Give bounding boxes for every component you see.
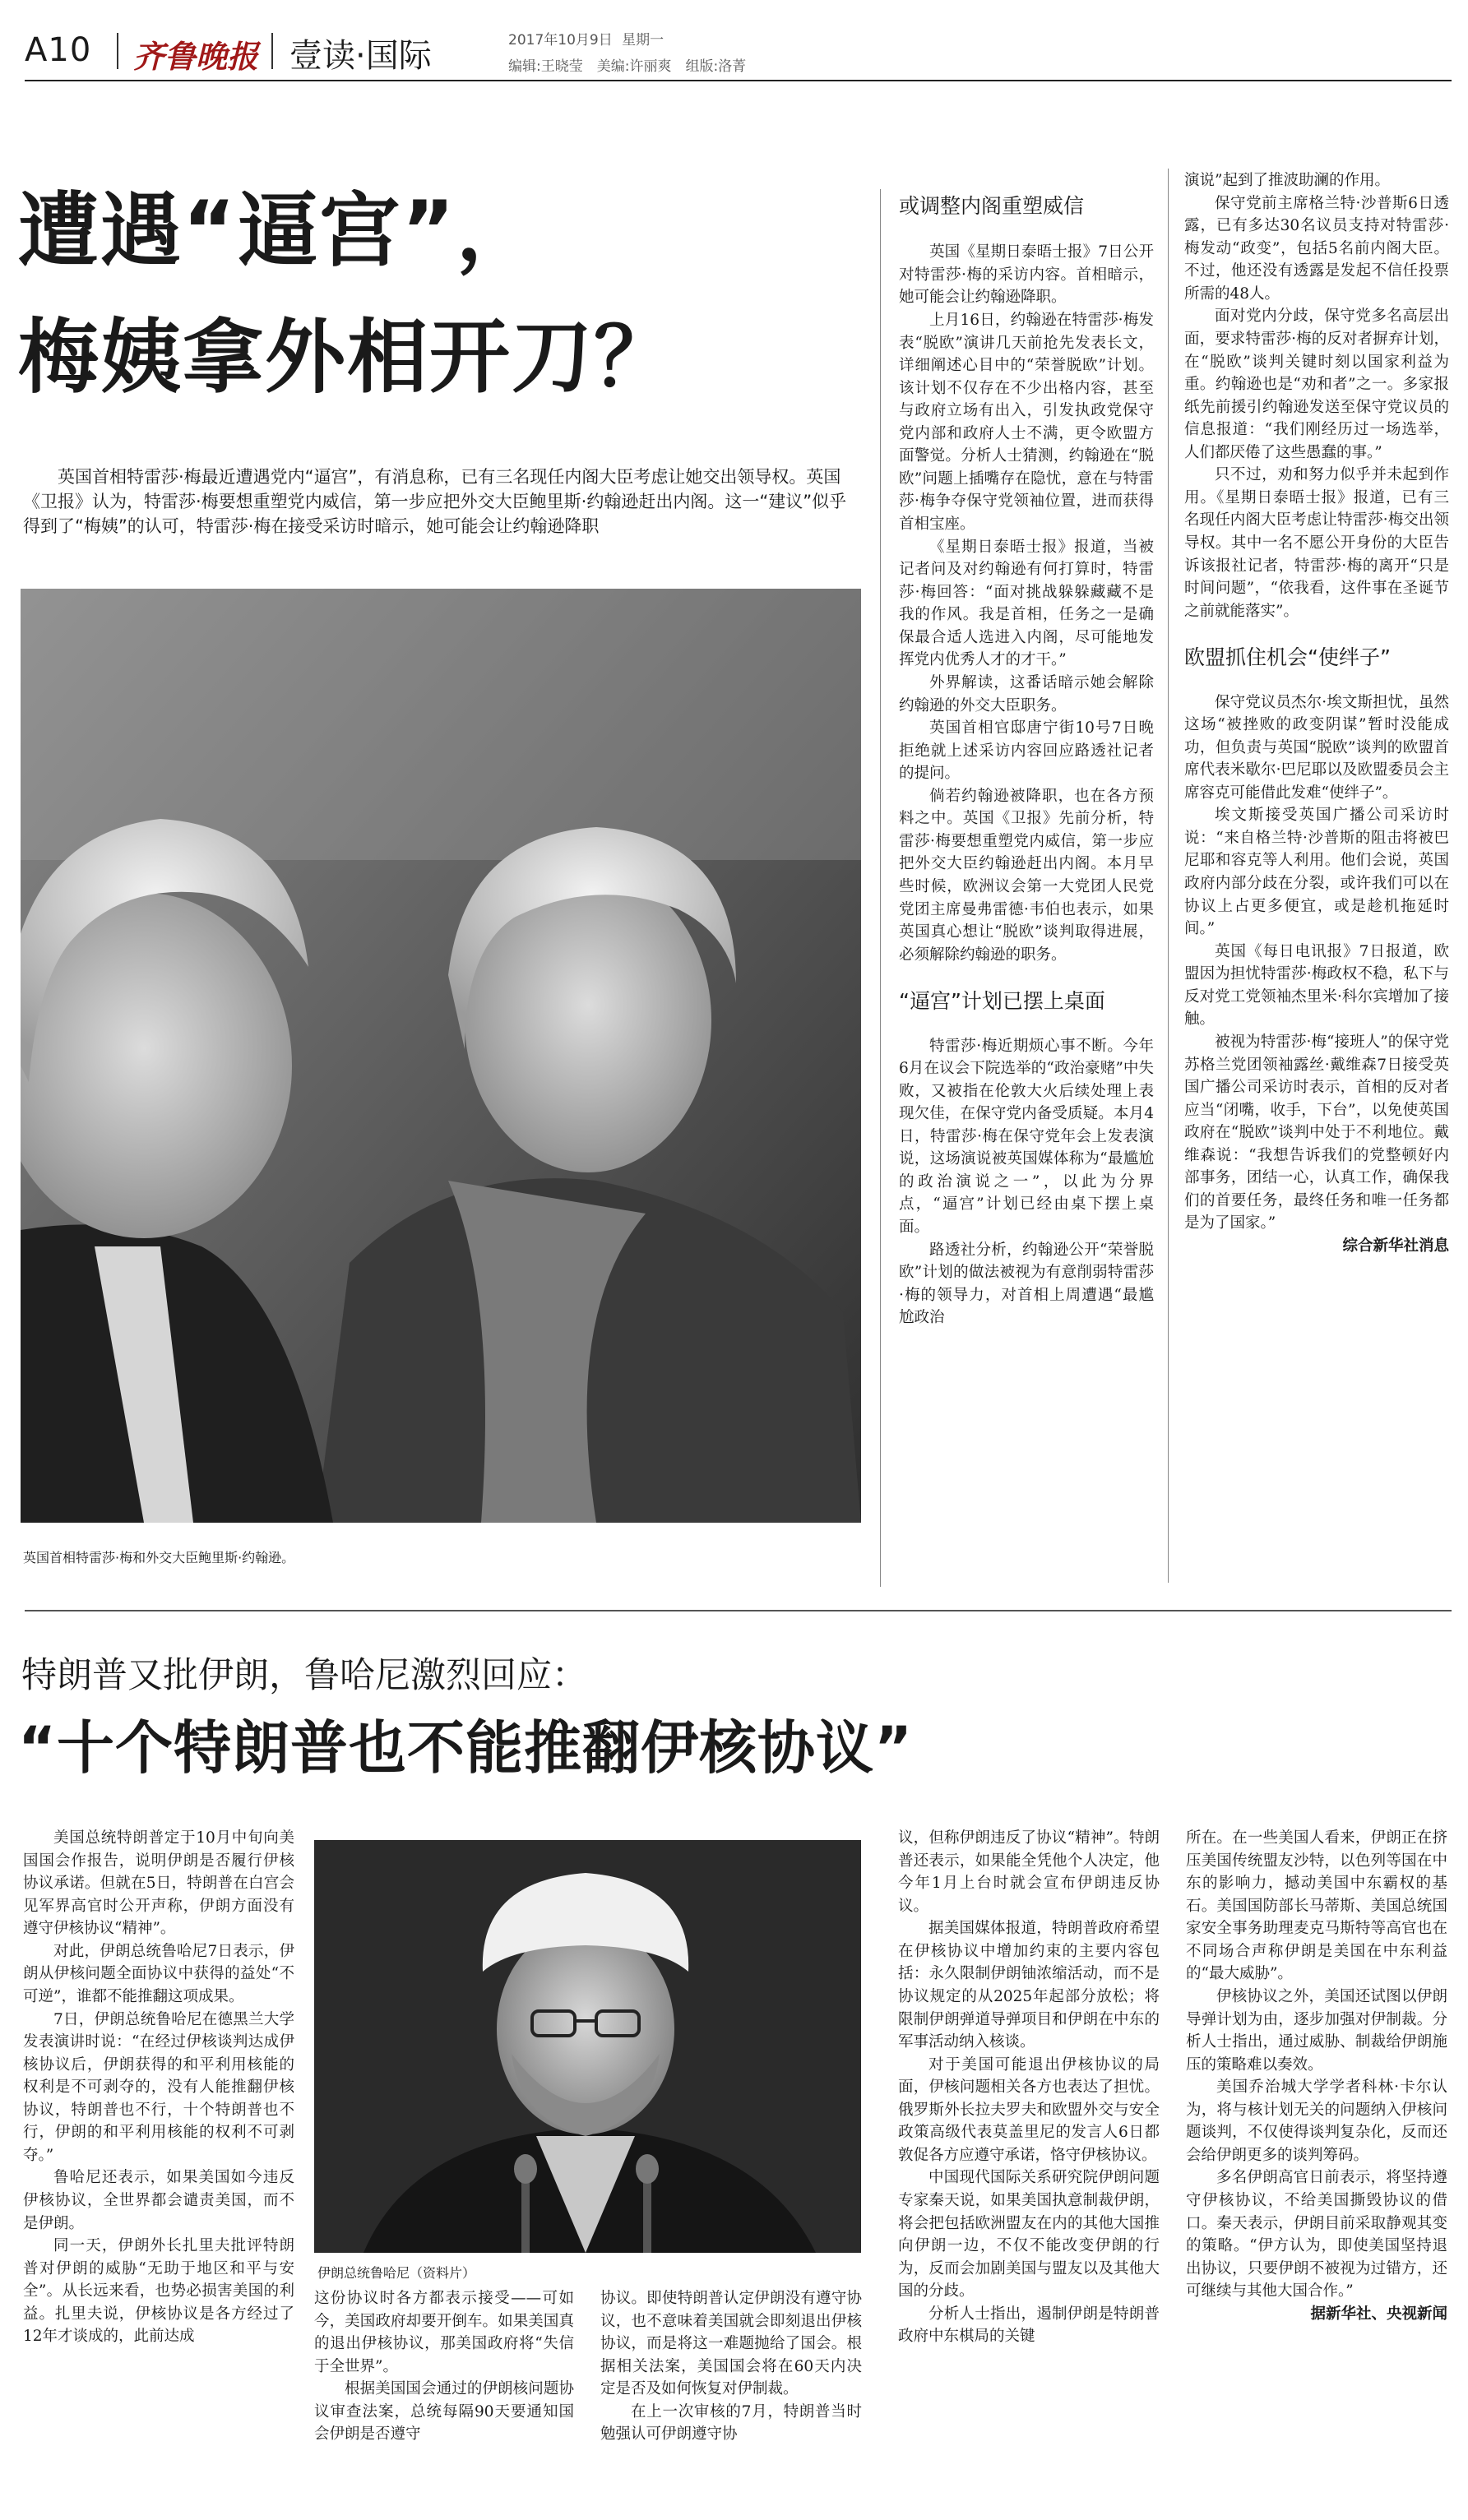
- header-divider: [271, 33, 273, 69]
- subheading: 欧盟抓住机会“使绊子”: [1184, 645, 1391, 670]
- body-paragraph: 英国《星期日泰晤士报》7日公开对特雷莎·梅的采访内容。首相暗示，她可能会让约翰逊降职。: [899, 243, 1154, 307]
- newspaper-logo: 齐鲁晚报: [133, 38, 259, 75]
- editor-credits: 编辑:王晓莹 美编:许丽爽 组版:洛菁: [508, 58, 747, 75]
- body-paragraph: 上月16日，约翰逊在特雷莎·梅发表“脱欧”演讲几天前抢先发表长文，详细阐述心目中的“荣誉脱欧”计划。该计划不仅存在不少出格内容，甚至与政府立场有出入，引发执政党保守党内部和政府人士不满，更令欧盟方面警觉。分析人士猜测，约翰逊在“脱欧”问题上插嘴存在隐忧，意在与特雷莎·梅争夺保守党领袖位置，进而获得首相宝座。: [899, 311, 1154, 533]
- body-paragraph: 鲁哈尼还表示，如果美国如今违反伊核协议，全世界都会谴责美国，而不是伊朗。: [23, 2169, 294, 2232]
- subheading: “逼宫”计划已摆上桌面: [899, 989, 1105, 1014]
- column-rule: [880, 189, 881, 1587]
- body-paragraph: 7日，伊朗总统鲁哈尼在德黑兰大学发表演讲时说：“在经过伊核谈判达成伊核协议后，伊朗获得的和平利用核能的权利是不可剥夺的，没有人能推翻伊核协议，特朗普也不行，十个特朗普也不行，伊朗的和平利用核能的权利不可剥夺。”: [23, 2010, 294, 2164]
- news-photo-may-johnson: [21, 589, 861, 1523]
- body-paragraph: 倘若约翰逊被降职，也在各方预料之中。英国《卫报》先前分析，特雷莎·梅要想重塑党内威信，第一步应把外交大臣约翰逊赶出内阁。本月早些时候，欧洲议会第一大党团人民党党团主席曼弗雷德·韦伯也表示，如果英国真心想让“脱欧”谈判取得进展，必须解除约翰逊的职务。: [899, 787, 1154, 964]
- article-column-3: [1184, 169, 1449, 1258]
- body-paragraph: 据美国媒体报道，特朗普政府希望在伊核协议中增加约束的主要内容包括：永久限制伊朗铀浓缩活动，而不是协议规定的从2025年起部分放松；将限制伊朗弹道导弹项目和伊朗在中东的军事活动纳入核谈。: [898, 1920, 1160, 2051]
- column-rule: [1168, 169, 1169, 1583]
- body-paragraph: 多名伊朗高官日前表示，将坚持遵守伊核协议，不给美国撕毁协议的借口。秦天表示，伊朗目前采取静观其变的策略。“伊方认为，即使美国坚持退出协议，只要伊朗不被视为过错方，还可继续与其他大国合作。”: [1186, 2169, 1447, 2300]
- photo-caption: 伊朗总统鲁哈尼（资料片）: [317, 2265, 476, 2281]
- body-paragraph: 英国首相官邸唐宁街10号7日晚拒绝就上述采访内容回应路透社记者的提问。: [899, 719, 1154, 783]
- body-paragraph: 保守党前主席格兰特·沙普斯6日透露，已有多达30名议员支持对特雷莎·梅发动“政变”，包括5名前内阁大臣。不过，他还没有透露是发起不信任投票所需的48人。: [1184, 194, 1449, 303]
- article-column-1: [23, 1827, 294, 2348]
- body-paragraph: 协议。即使特朗普认定伊朗没有遵守协议，也不意味着美国就会即刻退出伊核协议，而是将这一难题抛给了国会。根据相关法案，美国国会将在60天内决定是否及如何恢复对伊制裁。: [600, 2290, 862, 2398]
- body-paragraph: 中国现代国际关系研究院伊朗问题专家秦天说，如果美国执意制裁伊朗，将会把包括欧洲盟友在内的其他大国推向伊朗一边，不仅不能改变伊朗的行为，反而会加剧美国与盟友以及其他大国的分歧。: [898, 2169, 1160, 2300]
- body-paragraph: 保守党议员杰尔·埃文斯担忧，虽然这场“被挫败的政变阴谋”暂时没能成功，但负责与英国“脱欧”谈判的欧盟首席代表米歇尔·巴尼耶以及欧盟委员会主席容克可能借此发难“使绊子”。: [1184, 693, 1449, 802]
- photo-caption: 英国首相特雷莎·梅和外交大臣鲍里斯·约翰逊。: [23, 1550, 295, 1565]
- story-divider: [25, 1610, 1452, 1611]
- headline-2: “十个特朗普也不能推翻伊核协议”: [18, 1714, 914, 1782]
- body-paragraph: 在上一次审核的7月，特朗普当时勉强认可伊朗遵守协: [600, 2402, 862, 2444]
- kicker-headline: 特朗普又批伊朗，鲁哈尼激烈回应：: [21, 1655, 587, 1696]
- header-divider: [117, 33, 118, 69]
- body-paragraph: 对于美国可能退出伊核协议的局面，伊核问题相关各方也表达了担忧。俄罗斯外长拉夫罗夫和欧盟外交与安全政策高级代表莫盖里尼的发言人6日都敦促各方应遵守承诺，恪守伊核协议。: [898, 2055, 1160, 2164]
- body-paragraph: 议，但称伊朗违反了协议“精神”。特朗普还表示，如果能全凭他个人决定，他今年1月上台时就会宣布伊朗违反协议。: [898, 1829, 1160, 1915]
- article-column-2: [899, 191, 1154, 1329]
- body-paragraph: 美国总统特朗普定于10月中旬向美国国会作报告，说明伊朗是否履行伊核协议承诺。但就在5日，特朗普在白宫会见军界高官时公开声称，伊朗方面没有遵守伊核协议“精神”。: [23, 1829, 294, 1938]
- page-number: A10: [25, 31, 92, 69]
- issue-weekday: 星期一: [622, 32, 665, 49]
- source-line: [1186, 2303, 1447, 2326]
- body-paragraph: 英国《每日电讯报》7日报道，欧盟因为担忧特雷莎·梅政权不稳，私下与反对党工党领袖杰里米·科尔宾增加了接触。: [1184, 942, 1449, 1029]
- article-column-2-bottom: [314, 2287, 574, 2446]
- body-paragraph: 埃文斯接受英国广播公司采访时说：“来自格兰特·沙普斯的阻击将被巴尼耶和容克等人利用。他们会说，英国政府内部分歧在分裂，或许我们可以在协议上占更多便宜，或是趁机拖延时间。”: [1184, 807, 1449, 938]
- body-paragraph: 美国乔治城大学学者科林·卡尔认为，将与核计划无关的问题纳入伊核问题谈判，不仅使得谈判复杂化，反而还会给伊朗更多的谈判筹码。: [1186, 2078, 1447, 2164]
- section-title: 壹读·国际: [289, 37, 432, 75]
- issue-date-line: [508, 28, 664, 49]
- article-column-4: [1186, 1827, 1447, 2325]
- body-paragraph: 被视为特雷莎·梅“接班人”的保守党苏格兰党团领袖露丝·戴维森7日接受英国广播公司采访时表示，首相的反对者应当“闭嘴，收手，下台”，以免使英国政府在“脱欧”谈判中处于不利地位。戴维森说：“我想告诉我们的党整顿好内部事务，团结一心，认真工作，确保我们的首要任务，最终任务和唯一任务都是为了国家。”: [1184, 1033, 1449, 1232]
- body-paragraph: 对此，伊朗总统鲁哈尼7日表示，伊朗从伊核问题全面协议中获得的益处“不可逆”，谁都不能推翻这项成果。: [23, 1942, 294, 2005]
- body-paragraph: 外界解读，这番话暗示她会解除约翰逊的外交大臣职务。: [899, 673, 1154, 714]
- headline-line-1: 遭遇“逼宫”，: [18, 184, 539, 278]
- body-paragraph: 所在。在一些美国人看来，伊朗正在挤压美国传统盟友沙特，以色列等国在中东的影响力，撼动美国中东霸权的基石。美国国防部长马蒂斯、美国总统国家安全事务助理麦克马斯特等高官也在不同场合声称伊朗是美国在中东利益的“最大威胁”。: [1186, 1829, 1447, 1983]
- source-line: [1184, 1235, 1449, 1258]
- body-paragraph: 演说”起到了推波助澜的作用。: [1184, 172, 1390, 189]
- body-paragraph: 同一天，伊朗外长扎里夫批评特朗普对伊朗的威胁“无助于地区和平与安全”。从长远来看，也势必损害美国的利益。扎里夫说，伊核协议是各方经过了12年才谈成的，此前达成: [23, 2237, 294, 2346]
- body-paragraph: 分析人士指出，遏制伊朗是特朗普政府中东棋局的关键: [898, 2305, 1160, 2346]
- headline-line-2: 梅姨拿外相开刀？: [18, 311, 677, 405]
- body-paragraph: 只不过，劝和努力似乎并未起到作用。《星期日泰晤士报》报道，已有三名现任内阁大臣考虑让特雷莎·梅交出领导权。其中一名不愿公开身份的大臣告诉该报社记者，特雷莎·梅的离开“只是时间问题”，“依我看，这件事在圣诞节之前就能落实”。: [1184, 466, 1449, 620]
- article-column-3: [898, 1827, 1160, 2348]
- body-paragraph: 这份协议时各方都表示接受——可如今，美国政府却要开倒车。如果美国真的退出伊核协议，那美国政府将“失信于全世界”。: [314, 2290, 574, 2375]
- header-rule: [25, 80, 1452, 81]
- body-paragraph: 伊核协议之外，美国还试图以伊朗导弹计划为由，逐步加强对伊制裁。分析人士指出，通过威胁、制裁给伊朗施压的策略难以奏效。: [1186, 1987, 1447, 2074]
- lead-paragraph: 英国首相特雷莎·梅最近遭遇党内“逼宫”，有消息称，已有三名现任内阁大臣考虑让她交出领导权。英国《卫报》认为，特雷莎·梅要想重塑党内威信，第一步应把外交大臣鲍里斯·约翰逊赶出内阁。这一“建议”似乎得到了“梅姨”的认可，特雷莎·梅在接受采访时暗示，她可能会让约翰逊降职: [23, 467, 847, 536]
- body-paragraph: 面对党内分歧，保守党多名高层出面，要求特雷莎·梅的反对者摒弃计划，在“脱欧”谈判关键时刻以国家利益为重。约翰逊也是“劝和者”之一。多家报纸先前援引约翰逊发送至保守党议员的信息报道：“我们刚经历过一场选举，人们都厌倦了这些愚蠢的事。”: [1184, 307, 1449, 461]
- body-paragraph: 路透社分析，约翰逊公开“荣誉脱欧”计划的做法被视为有意削弱特雷莎·梅的领导力，对首相上周遭遇“最尴尬政治: [899, 1241, 1154, 1327]
- issue-date: 2017年10月9日: [508, 32, 613, 49]
- subheading: 或调整内阁重塑威信: [899, 194, 1085, 218]
- source-credit: 综合新华社消息: [1342, 1237, 1449, 1255]
- body-paragraph: 特雷莎·梅近期烦心事不断。今年6月在议会下院选举的“政治豪赌”中失败，又被指在伦敦大火后续处理上表现欠佳，在保守党内备受质疑。本月4日，特雷莎·梅在保守党年会上发表演说，这场演说被英国媒体称为“最尴尬的政治演说之一”，以此为分界点，“逼宫”计划已经由桌下摆上桌面。: [899, 1037, 1154, 1236]
- source-credit: 据新华社、央视新闻: [1310, 2305, 1447, 2323]
- body-paragraph: 《星期日泰晤士报》报道，当被记者问及对约翰逊有何打算时，特雷莎·梅回答：“面对挑战躲躲藏藏不是我的作风。我是首相，任务之一是确保最合适人选进入内阁，尽可能地发挥党内优秀人才的才干。”: [899, 538, 1154, 669]
- body-paragraph: 根据美国国会通过的伊朗核问题协议审查法案，总统每隔90天要通知国会伊朗是否遵守: [314, 2380, 574, 2444]
- news-photo-rouhani: [314, 1840, 861, 2253]
- article-column-3-bottom: [600, 2287, 862, 2446]
